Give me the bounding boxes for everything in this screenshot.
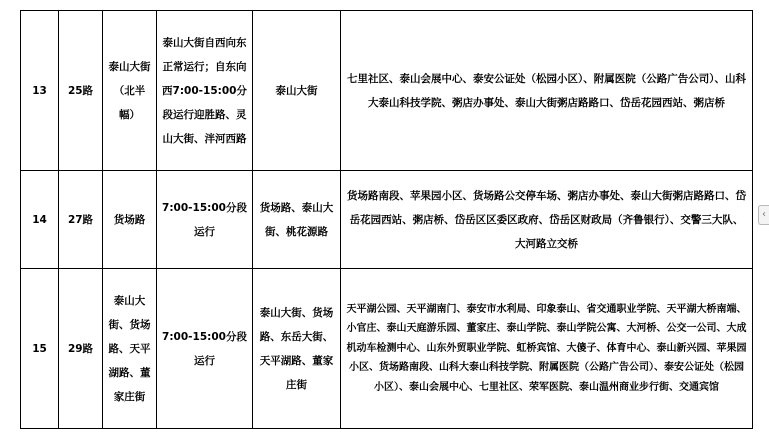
route-number-cell: 25路	[59, 11, 103, 171]
table-row	[21, 171, 753, 269]
schedule-cell: 泰山大街自西向东正常运行；自东向西7:00-15:00分段运行迎胜路、灵山大街、泮河西路	[157, 11, 253, 171]
row-number-cell: 13	[21, 11, 59, 171]
affected-street-cell: 泰山大街、货场路、天平湖路、董家庄街	[103, 269, 157, 429]
detour-road-cell: 泰山大街、货场路、东岳大街、天平湖路、董家庄街	[253, 269, 341, 429]
route-number-cell: 27路	[59, 171, 103, 269]
bus-route-table	[20, 10, 753, 429]
schedule-cell: 7:00-15:00分段运行	[157, 269, 253, 429]
row-number-cell: 14	[21, 171, 59, 269]
row-number-cell: 15	[21, 269, 59, 429]
table-row	[21, 11, 753, 171]
table-row	[21, 269, 753, 429]
affected-street-cell: 泰山大街（北半幅）	[103, 11, 157, 171]
affected-stops-cell: 货场路南段、苹果园小区、货场路公交停车场、粥店办事处、泰山大街粥店路路口、岱岳花园西站、粥店桥、岱岳区区委区政府、岱岳区财政局（齐鲁银行）、交警三大队、大河路立交桥	[341, 171, 753, 269]
schedule-cell: 7:00-15:00分段运行	[157, 171, 253, 269]
affected-street-cell: 货场路	[103, 171, 157, 269]
route-number-cell: 29路	[59, 269, 103, 429]
detour-road-cell: 货场路、泰山大街、桃花源路	[253, 171, 341, 269]
side-panel-handle-icon[interactable]: ‹	[758, 205, 769, 225]
affected-stops-cell: 天平湖公园、天平湖南门、泰安市水利局、印象泰山、省交通职业学院、天平湖大桥南端、小官庄、泰山天庭游乐园、董家庄、泰山学院、泰山学院公寓、大河桥、公交一公司、大成机动车检测中心、山东外贸职业学院、虹桥宾馆、大傻子、体育中心、泰山新兴园、苹果园小区、货场路南段、山科大泰山科技学院、附属医院（公路广告公司）、泰安公证处（松园小区）、泰山会展中心、七里社区、荣军医院、泰山温州商业步行街、交通宾馆	[341, 269, 753, 429]
affected-stops-cell: 七里社区、泰山会展中心、泰安公证处（松园小区）、附属医院（公路广告公司）、山科大泰山科技学院、粥店办事处、泰山大街粥店路路口、岱岳花园西站、粥店桥	[341, 11, 753, 171]
detour-road-cell: 泰山大街	[253, 11, 341, 171]
